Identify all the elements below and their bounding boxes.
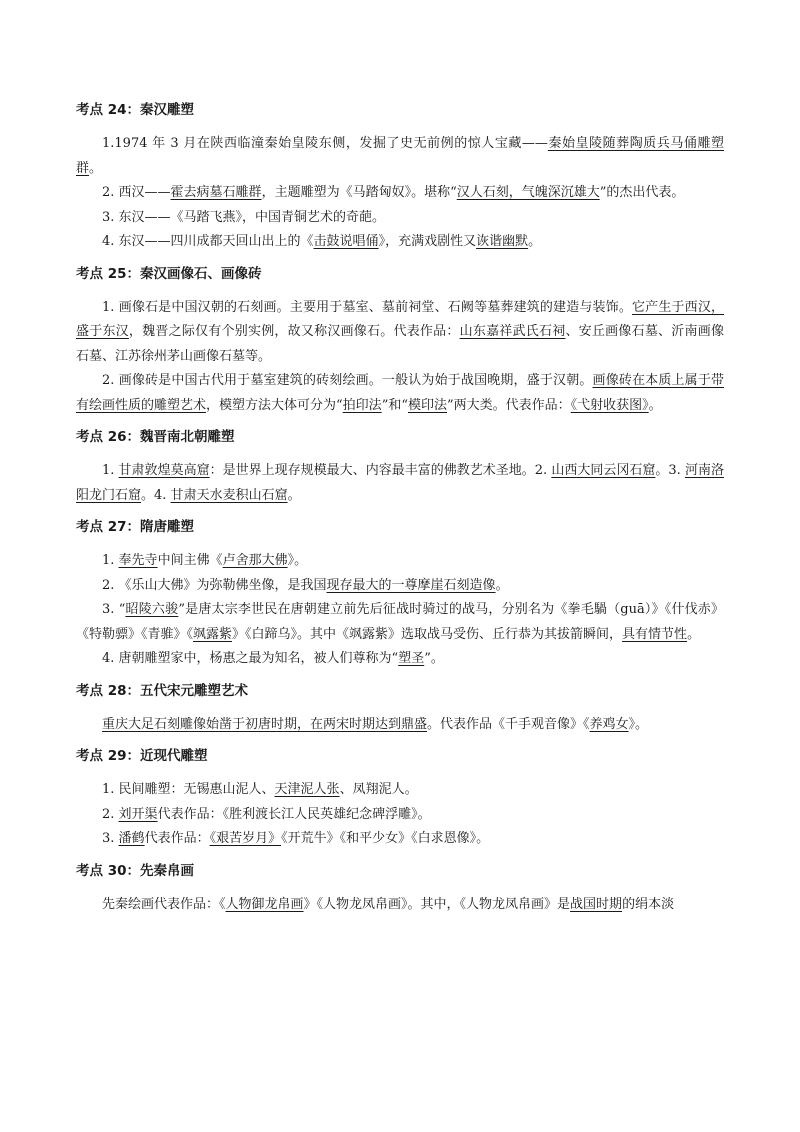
paragraph xyxy=(76,713,724,738)
underlined-key-term: 河南洛阳龙门石窟 xyxy=(76,463,724,503)
text-run: ：是世界上现存规模最大、内容最丰富的佛教艺术圣地。2. xyxy=(209,463,552,478)
text-run: 2. 画像砖是中国古代用于墓室建筑的砖刻绘画。一般认为始于战国晚期，盛于汉朝。 xyxy=(102,373,593,388)
document-page xyxy=(76,100,724,926)
underlined-key-term: 重庆大足石刻雕像始凿于初唐时期，在两宋时期达到鼎盛 xyxy=(102,716,428,732)
underlined-key-term: 战国时期 xyxy=(570,896,623,912)
text-run: 的绢本淡 xyxy=(622,896,675,912)
text-run: 。代表作品《千手观音像》《 xyxy=(427,716,590,732)
paragraph xyxy=(76,369,724,418)
paragraph xyxy=(76,574,724,599)
underlined-key-term: 画像砖在本质上属于带有绘画性质的雕塑艺术 xyxy=(76,373,724,413)
text-run: 4. 东汉——四川成都天回山出上的《 xyxy=(102,234,314,249)
underlined-key-term: 甘肃天水麦积山石窟 xyxy=(170,487,288,503)
section-heading: 考点 25：秦汉画像石、画像砖 xyxy=(76,265,262,282)
text-run: 3. “ xyxy=(102,602,126,617)
underlined-key-term: 《弋射收获图》 xyxy=(570,397,649,413)
underlined-key-term: 卢舍那大佛 xyxy=(222,553,288,568)
text-run: ”。 xyxy=(424,651,444,666)
text-run: 1.1974 年 3 月在陕西临潼秦始皇陵东侧，发掘了史无前例的惊人宝藏—— xyxy=(102,136,548,151)
text-run: 1. xyxy=(102,463,119,478)
underlined-key-term: 潘鹤 xyxy=(118,831,145,846)
section-heading: 考点 27：隋唐雕塑 xyxy=(76,519,194,535)
section-heading: 考点 28：五代宋元雕塑艺术 xyxy=(76,682,248,699)
text-run: 2. 《乐山大佛》为弥勒佛坐像，是我国 xyxy=(102,577,327,593)
underlined-key-term: 击鼓说唱俑 xyxy=(313,234,379,249)
text-run: ”是唐太宗李世民在唐朝建立前先后征战时骑过的战马，分别名为《拳毛騧（guā）》《什伐赤》《特勒骠》《青骓》《 xyxy=(76,602,724,642)
underlined-key-term: 天津泥人张 xyxy=(274,782,340,797)
paragraph xyxy=(76,647,724,672)
text-run: 先秦绘画代表作品：《 xyxy=(102,896,226,912)
underlined-key-term: 《艰苦岁月》 xyxy=(209,831,282,846)
underlined-key-term: 养鸡女 xyxy=(589,716,629,732)
text-run: ”的杰出代表。 xyxy=(599,185,685,200)
text-run: 》《白蹄乌》。其中《飒露紫》选取战马受伤、丘行恭为其拔箭瞬间， xyxy=(232,626,623,642)
text-run: 代表作品： xyxy=(144,831,210,846)
text-run: 、安丘画像石墓、沂南画像石墓、江苏徐州茅山画像石墓等。 xyxy=(76,324,724,364)
underlined-key-term: 秦始皇陵随葬陶质兵马俑雕塑群 xyxy=(76,136,724,176)
text-run: 。 xyxy=(528,234,542,249)
text-run: 、凤翔泥人。 xyxy=(339,782,418,797)
paragraph xyxy=(76,893,724,918)
underlined-key-term: 塑圣 xyxy=(398,651,425,666)
text-run: 。 xyxy=(89,160,103,176)
underlined-key-term: 拍印法 xyxy=(342,397,382,413)
paragraph xyxy=(76,206,724,231)
section-kaodian-26 xyxy=(76,427,724,508)
paragraph xyxy=(76,549,724,574)
section-kaodian-25 xyxy=(76,264,724,419)
text-run: 3. xyxy=(102,831,119,846)
underlined-key-term: 现存最大的一尊摩崖石刻造像 xyxy=(326,577,496,593)
paragraph xyxy=(76,132,724,181)
text-run: 》。 xyxy=(628,716,649,732)
text-run: 1. xyxy=(102,553,119,568)
underlined-key-term: 山东嘉祥武氏石祠 xyxy=(459,324,566,339)
section-kaodian-24 xyxy=(76,100,724,255)
text-run: 。 xyxy=(648,397,662,413)
underlined-key-term: 具有情节性 xyxy=(622,626,688,642)
text-run: ，魏晋之际仅有个别实例，故又称汉画像石。代表作品： xyxy=(128,324,460,339)
underlined-key-term: 模印法 xyxy=(407,397,447,413)
underlined-key-term: 奉先寺 xyxy=(118,553,158,568)
underlined-key-term: 霍去病墓石雕群 xyxy=(170,185,262,200)
text-run: 》《人物龙凤帛画》。其中，《人物龙凤帛画》是 xyxy=(303,896,571,912)
paragraph xyxy=(76,459,724,508)
text-run: ”和“ xyxy=(381,397,408,413)
text-run: 。 xyxy=(495,577,509,593)
underlined-key-term: 山西大同云冈石窟 xyxy=(551,463,656,478)
underlined-key-term: 刘开渠 xyxy=(118,806,158,822)
section-kaodian-29 xyxy=(76,746,724,852)
text-run: 》，充满戏剧性又 xyxy=(378,234,477,249)
paragraph xyxy=(76,827,724,852)
text-run: 》。 xyxy=(287,553,308,568)
underlined-key-term: 诙谐幽默 xyxy=(476,234,529,249)
text-run: 。 xyxy=(687,626,701,642)
section-kaodian-28 xyxy=(76,681,724,738)
section-heading: 考点 29：近现代雕塑 xyxy=(76,748,208,764)
text-run: 3. 东汉——《马踏飞燕》，中国青铜艺术的奇葩。 xyxy=(102,209,386,225)
text-run: ，模塑方法大体可分为“ xyxy=(206,397,343,413)
underlined-key-term: 飒露紫 xyxy=(193,626,233,642)
text-run: 4. 唐朝雕塑家中，杨惠之最为知名，被人们尊称为“ xyxy=(102,651,399,666)
text-run: 中间主佛《 xyxy=(157,553,223,568)
underlined-key-term: 人物御龙帛画 xyxy=(225,896,304,912)
text-run: ”两大类。代表作品： xyxy=(447,397,571,413)
underlined-key-term: 它产生于西汉，盛于东汉 xyxy=(76,299,724,339)
section-heading: 考点 30：先秦帛画 xyxy=(76,862,194,879)
text-run: ，主题雕塑为《马踏匈奴》。堪称“ xyxy=(261,185,457,200)
text-run: 1. 画像石是中国汉朝的石刻画。主要用于墓室、墓前祠堂、石阙等墓葬建筑的建造与装饰。 xyxy=(102,299,633,315)
section-heading: 考点 24：秦汉雕塑 xyxy=(76,102,194,118)
text-run: 《开荒牛》《和平少女》《白求恩像》。 xyxy=(281,831,490,846)
text-run: 。3. xyxy=(655,463,685,478)
underlined-key-term: 汉人石刻，气魄深沉雄大 xyxy=(456,185,600,200)
text-run: 代表作品：《胜利渡长江人民英雄纪念碑浮雕》。 xyxy=(157,806,431,822)
underlined-key-term: 昭陵六骏 xyxy=(125,602,179,617)
text-run: 。4. xyxy=(141,487,171,503)
text-run: 2. xyxy=(102,806,119,822)
paragraph xyxy=(76,296,724,370)
paragraph xyxy=(76,181,724,206)
paragraph xyxy=(76,778,724,803)
section-heading: 考点 26：魏晋南北朝雕塑 xyxy=(76,429,235,445)
paragraph xyxy=(76,803,724,828)
text-run: 1. 民间雕塑：无锡惠山泥人、 xyxy=(102,782,275,797)
underlined-key-term: 甘肃敦煌莫高窟 xyxy=(118,463,210,478)
section-kaodian-30 xyxy=(76,861,724,918)
paragraph xyxy=(76,598,724,647)
text-run: 2. 西汉—— xyxy=(102,185,171,200)
text-run: 。 xyxy=(287,487,301,503)
paragraph xyxy=(76,230,724,255)
section-kaodian-27 xyxy=(76,517,724,672)
